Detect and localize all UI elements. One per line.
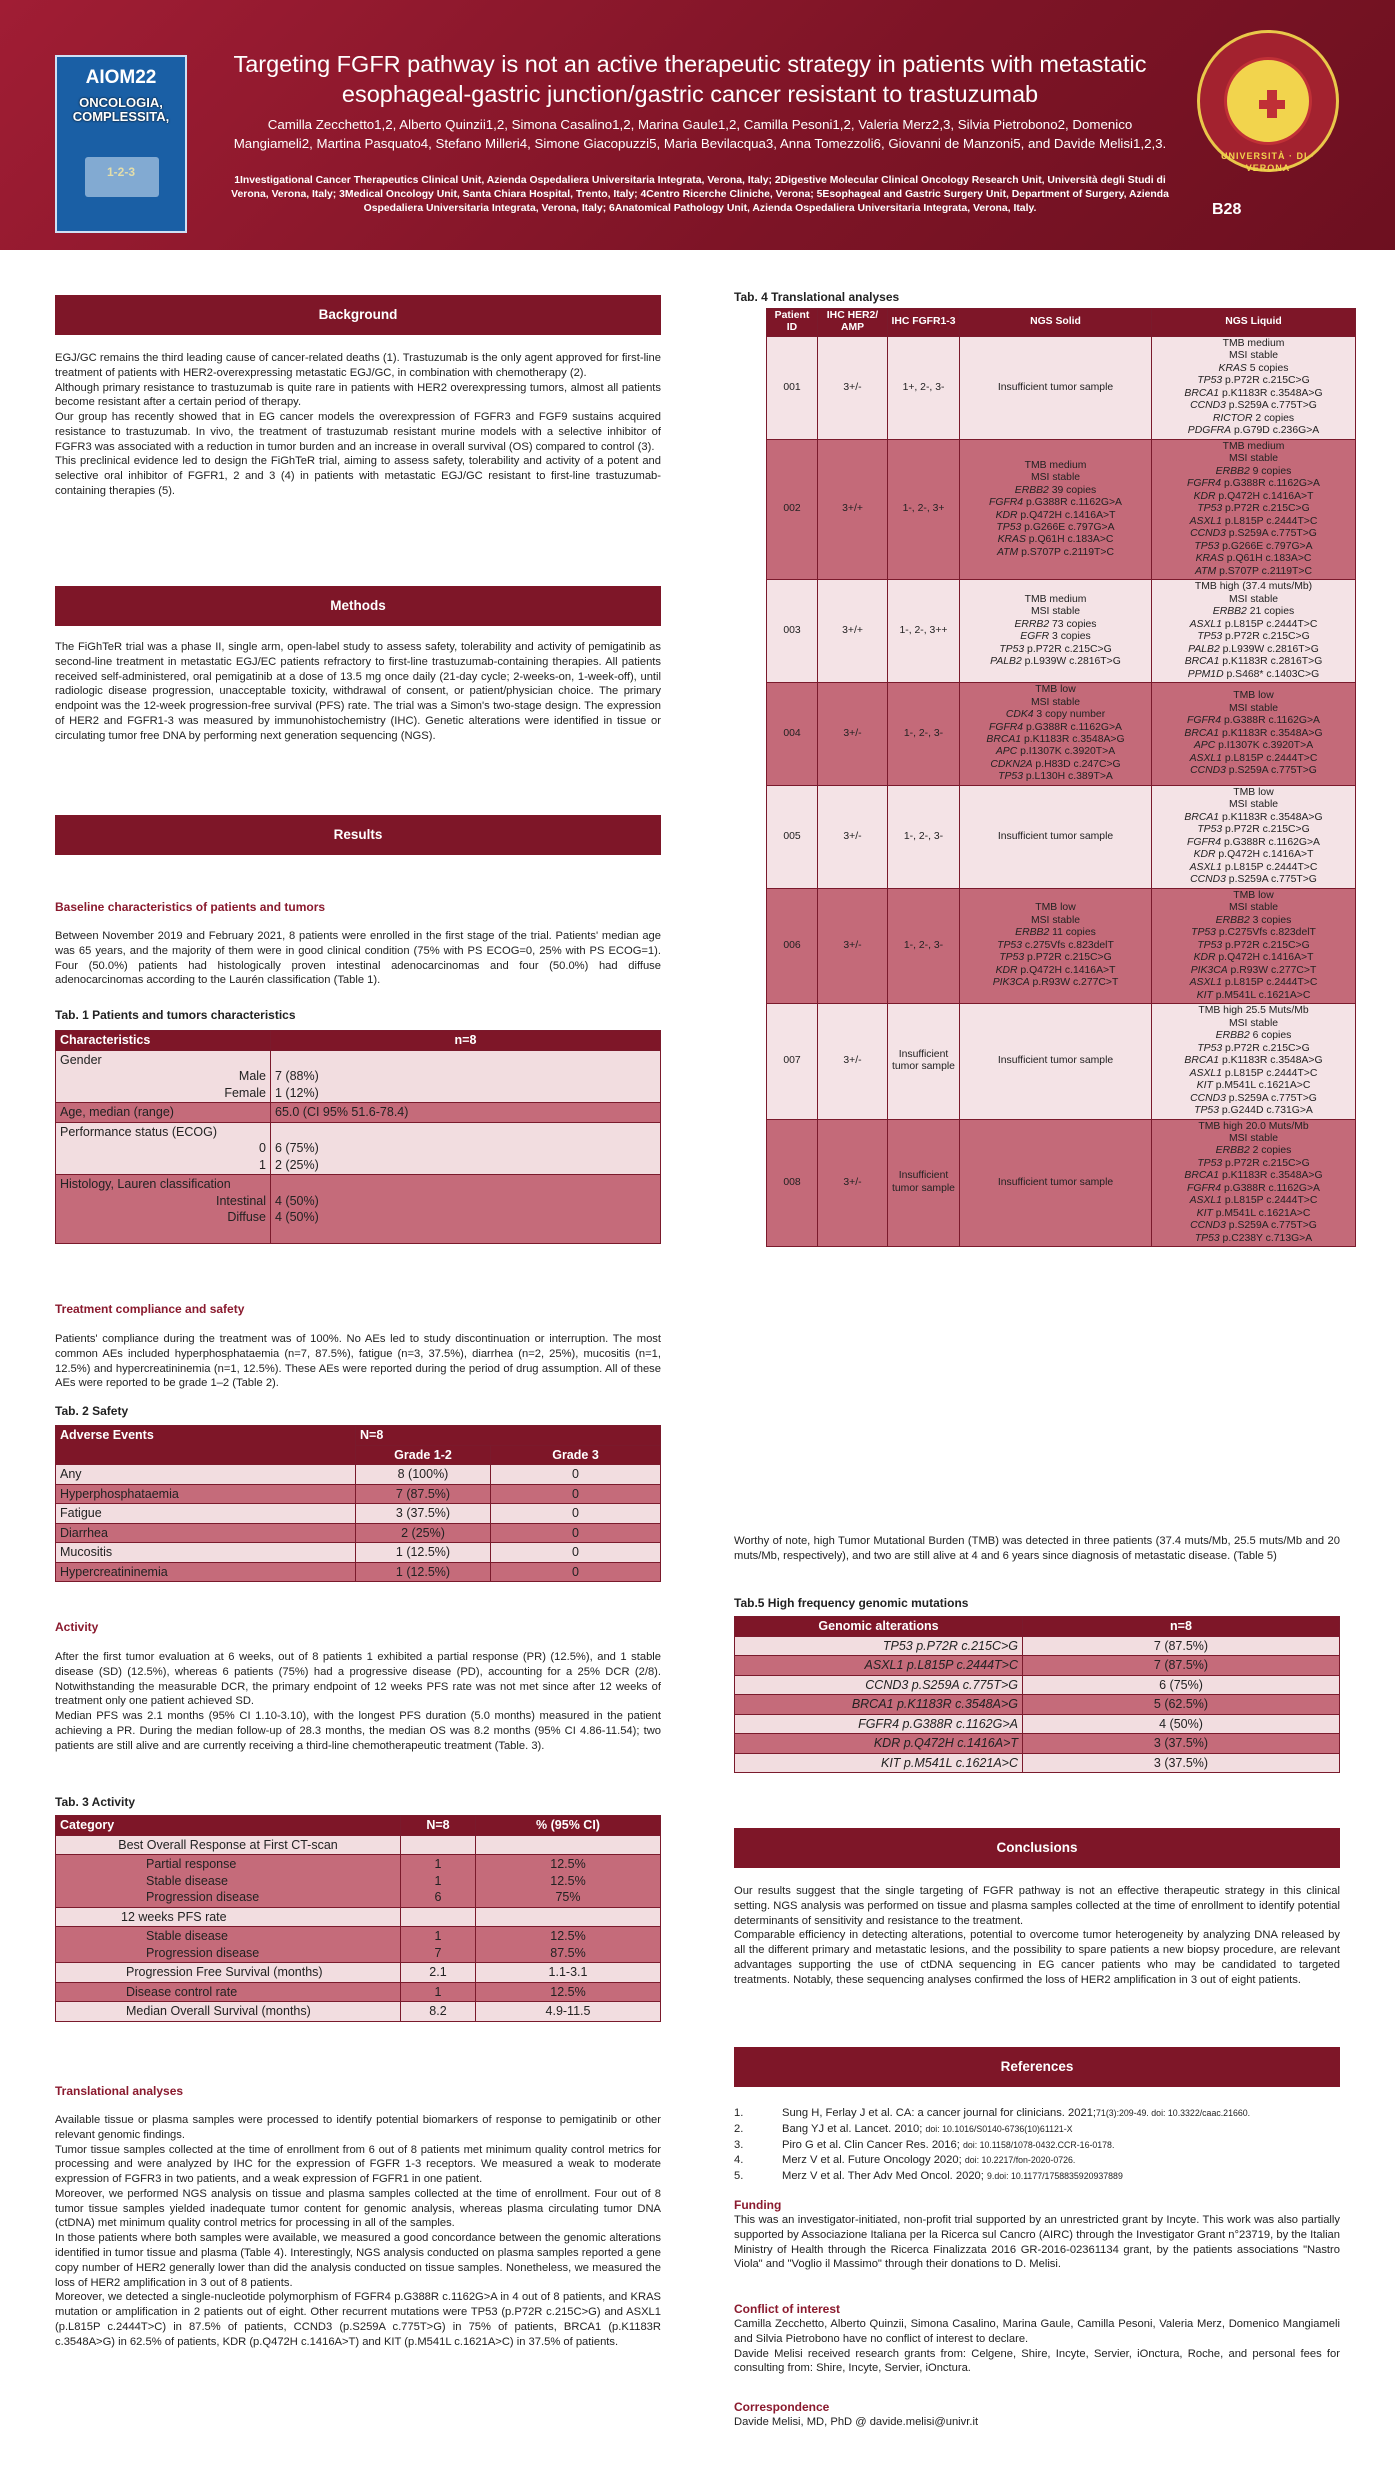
table-row: 002 3+/+ 1-, 2-, 3+ TMB medium MSI stable ERBB2 39 copies FGFR4 p.G388R c.1162G>A KDR p.Q472H c.1416A>T TP53 p.G266E c.797G>A KRAS p.Q61H c.183A>C ATM p.S707P c.2119T>C TMB medium MSI stable ERBB2 9 copies FGFR4 p.G388R c.1162G>A KDR p.Q472H c.1416A>T TP53 p.P72R c.215C>G ASXL1 p.L815P c.2444T>C CCND3 p.S259A c.775T>G TP53 p.G266E c.797G>A KRAS p.Q61H c.183A>C ATM p.S707P c.2119T>C	[767, 439, 1356, 579]
background-text: EGJ/GC remains the third leading cause of cancer-related deaths (1). Trastuzumab is the only agent approved for first-line treatment of patients with HER2-overexpressing metastatic EGJ/GC, in combination with chemotherapy (2). Although primary resistance to trastuzumab is quite rare in patients with HER2 overexpressing tumors, almost all patients become resistant after a certain period of therapy. Our group has recently showed that in EG cancer models the overexpression of FGFR3 and FGF9 sustains acquired resistance to trastuzumab. In vivo, the treatment of trastuzumab resistant murine models with a selective inhibitor of FGFR3 was associated with a reduction in tumor burden and an increase in overall survival (OS) compared to control (3). This preclinical evidence led to design the FiGhTeR trial, aiming to assess safety, tolerability and activity of a potent and selective oral inhibitor of FGFR1, 2 and 3 (4) in patients with metastatic EGJ/GC resistant to first-line trastuzumab-containing therapies (5).	[55, 352, 661, 498]
correspondence-text: Davide Melisi, MD, PhD @ davide.melisi@univr.it	[734, 2416, 979, 2428]
methods-heading: Methods	[55, 586, 661, 626]
correspondence-title: Correspondence	[734, 2400, 830, 2414]
table-row: 007 3+/- Insufficient tumor sample Insufficient tumor sample TMB high 25.5 Muts/Mb MSI stable ERBB2 6 copies TP53 p.P72R c.215C>G BRCA1 p.K1183R c.3548A>G ASXL1 p.L815P c.2444T>C KIT p.M541L c.1621A>C CCND3 p.S259A c.775T>G TP53 p.G244D c.731G>A	[767, 1004, 1356, 1119]
conclusions-heading: Conclusions	[734, 1828, 1340, 1868]
translational-subheading: Translational analyses	[55, 2084, 184, 2098]
translational-text: Available tissue or plasma samples were processed to identify potential biomarkers of response to pemigatinib or other relevant genomic findings. Tumor tissue samples collected at the time of enrollment from 6 out of 8 patients met minimum quality control metrics for processing and were analyzed by IHC for the expression of FGFR 1-3 receptors. We measured a weak to moderate expression of FGFR3 in two patients, and a weak expression of FGFR1 in one patient. Moreover, we performed NGS analysis on tissue and plasma samples collected at the time of enrollment. Four out of 8 tumor tissue samples yielded inadequate tumor content for genomic analysis, whereas plasma circulating tumor DNA (ctDNA) met minimum quality control metrics for processing in all of the samples. In those patients where both samples were available, we measured a good concordance between the genomic alterations identified in tumor tissue and plasma (Table 4). Interestingly, NGS analysis conducted on plasma samples reported a gene copy number of HER2 generally lower than did the analysis conducted on tissue samples. Nonetheless, we measured the loss of HER2 amplification in 3 out of 8 patients. Moreover, we detected a single-nucleotide polymorphism of FGFR4 p.G388R c.1162G>A in 4 out of 8 patients, and KRAS mutation or amplification in 2 patients out of eight. Other recurrent mutations were TP53 (p.P72R c.215C>G) and ASXL1 (p.L815P c.2444T>C) in 87.5% of patients, CCND3 (p.S259A c.775T>G) in 75% of patients, BRCA1 (p.K1183R c.3548A>G) in 62.5% of patients, KDR (p.Q472H c.1416A>T) and KIT (p.M541L c.1621A>C) in 37.5% of patients.	[55, 2114, 661, 2348]
safety-table: Adverse Events N=8 Grade 1-2 Grade 3 Any 8 (100%) 0 Hyperphosphataemia 7 (87.5%) 0 Fatigue 3 (37.5%) 0 Diarrhea 2 (25%) 0 Mucositis 1 (12.5%) 0 Hypercreatininemia 1 (12.5%) 0	[55, 1425, 661, 1582]
methods-text: The FiGhTeR trial was a phase II, single arm, open-label study to assess safety, tolerability and activity of pemigatinib as second-line treatment in metastatic EGJ/EC patients refractory to first-line trastuzumab-containing therapies. All patients received self-administered, oral pemigatinib at a dose of 13.5 mg once daily (21-day cycle; 2-weeks-on, 1-week-off), until radiologic disease progression, unacceptable toxicity, withdrawal of consent, or patient/physician choice. The primary endpoint was the 12-week progression-free survival (PFS) rate. The trial was a Simon's two-stage design. The expression of HER2 and FGFR1-3 was measured by immunohistochemistry (IHC). Genetic alterations were identified in tissue or circulating tumor free DNA by performing next generation sequencing (NGS).	[55, 641, 661, 742]
tab4-caption: Tab. 4 Translational analyses	[734, 290, 900, 304]
tab1-caption: Tab. 1 Patients and tumors characteristics	[55, 1008, 296, 1022]
poster-title: Targeting FGFR pathway is not an active therapeutic strategy in patients with metastatic esophageal-gastric junction/gastric cancer resistant to trastuzumab	[233, 51, 1147, 107]
table-row: 005 3+/- 1-, 2-, 3- Insufficient tumor sample TMB low MSI stable BRCA1 p.K1183R c.3548A>G TP53 p.P72R c.215C>G FGFR4 p.G388R c.1162G>A KDR p.Q472H c.1416A>T ASXL1 p.L815P c.2444T>C CCND3 p.S259A c.775T>G	[767, 785, 1356, 888]
conclusions-text: Our results suggest that the single targeting of FGFR pathway is not an effective therapeutic strategy in this clinical setting. NGS analysis was performed on tissue and plasma samples collected at the time of enrollment to identify potential determinants of sensitivity and resistance to the treatment. Comparable efficiency in detecting alterations, potential to overcome tumor heterogeneity by analyzing DNA released by all the different primary and metastatic lesions, and the possibility to spare patients a new biopsy procedure, are relevant advantages supporting the use of ctDNA sequencing in EG cancer patients who may be candidated to targeted treatments. Notably, these sequencing analyses confirmed the loss of HER2 amplification in 3 out of eight patients.	[734, 1885, 1340, 1986]
safety-subheading: Treatment compliance and safety	[55, 1302, 245, 1316]
table-row: 008 3+/- Insufficient tumor sample Insufficient tumor sample TMB high 20.0 Muts/Mb MSI stable ERBB2 2 copies TP53 p.P72R c.215C>G BRCA1 p.K1183R c.3548A>G FGFR4 p.G388R c.1162G>A ASXL1 p.L815P c.2444T>C KIT p.M541L c.1621A>C CCND3 p.S259A c.775T>G TP53 p.C238Y c.713G>A	[767, 1119, 1356, 1247]
coi-text: Camilla Zecchetto, Alberto Quinzii, Simona Casalino, Marina Gaule, Camilla Pesoni, Valeria Merz, Domenico Mangiameli and Silvia Pietrobono have no conflict of interest to declare. Davide Melisi received research grants from: Celgene, Shire, Incyte, Servier, iOnctura, Roche, and personal fees for consulting from: Shire, Incyte, Servier, iOnctura.	[734, 2318, 1340, 2375]
tab5-caption: Tab.5 High frequency genomic mutations	[734, 1596, 969, 1610]
activity-table: Category N=8 % (95% CI) Best Overall Response at First CT-scan Partial response Stable disease Progression disease 1 1 6 12.5% 12.5% 75% 12 weeks PFS rate Stable disease Progression disease 1 7 12.5% 87.5% Progression Free Survival (months) 2.1 1.1-3.1 Disease control rate 1 12.5% Median Overall Survival (months) 8.2 4.9-11.5	[55, 1815, 661, 2022]
aiom-logo: AIOM22 ONCOLOGIA, COMPLESSITA,	[55, 55, 187, 233]
results-heading: Results	[55, 815, 661, 855]
baseline-text: Between November 2019 and February 2021, 8 patients were enrolled in the first stage of the trial. Patients' median age was 65 years, and the majority of them were in good clinical condition (75% with PS ECOG=0, 25% with PS ECOG=1). Four (50.0%) patients had histologically proven intestinal adenocarcinomas and four (50.0%) had diffuse adenocarcinomas according to the Laurén classification (Table 1).	[55, 930, 661, 987]
poster-header	[0, 0, 1395, 250]
references-heading: References	[734, 2047, 1340, 2087]
tab2-caption: Tab. 2 Safety	[55, 1404, 129, 1418]
translational-table: Patient ID IHC HER2/ AMP IHC FGFR1-3 NGS Solid NGS Liquid 001 3+/- 1+, 2-, 3- Insufficient tumor sample TMB medium MSI stable KRAS 5 copies TP53 p.P72R c.215C>G BRCA1 p.K1183R c.3548A>G CCND3 p.S259A c.775T>G RICTOR 2 copies PDGFRA p.G79D c.236G>A 002 3+/+ 1-, 2-, 3+ TMB medium MSI stable ERBB2 39 copies FGFR4 p.G388R c.1162G>A KDR p.Q472H c.1416A>T TP53 p.G266E c.797G>A KRAS p.Q61H c.183A>C ATM p.S707P c.2119T>C TMB medium MSI stable ERBB2 9 copies FGFR4 p.G388R c.1162G>A KDR p.Q472H c.1416A>T TP53 p.P72R c.215C>G ASXL1 p.L815P c.2444T>C CCND3 p.S259A c.775T>G TP53 p.G266E c.797G>A KRAS p.Q61H c.183A>C ATM p.S707P c.2119T>C 003 3+/+ 1-, 2-, 3++ TMB medium MSI stable ERRB2 73 copies EGFR 3 copies TP53 p.P72R c.215C>G PALB2 p.L939W c.2816T>G TMB high (37.4 muts/Mb) MSI stable ERBB2 21 copies ASXL1 p.L815P c.2444T>C TP53 p.P72R c.215C>G PALB2 p.L939W c.2816T>G BRCA1 p.K1183R c.2816T>G PPM1D p.S468* c.1403C>G 004 3+/- 1-, 2-, 3- TMB low MSI stable CDK4 3 copy number FGFR4 p.G388R c.1162G>A BRCA1 p.K1183R c.3548A>G APC p.I1307K c.3920T>A CDKN2A p.H83D c.247C>G TP53 p.L130H c.389T>A TMB low MSI stable FGFR4 p.G388R c.1162G>A BRCA1 p.K1183R c.3548A>G APC p.I1307K c.3920T>A ASXL1 p.L815P c.2444T>C CCND3 p.S259A c.775T>G 005 3+/- 1-, 2-, 3- Insufficient tumor sample TMB low MSI stable BRCA1 p.K1183R c.3548A>G TP53 p.P72R c.215C>G FGFR4 p.G388R c.1162G>A KDR p.Q472H c.1416A>T ASXL1 p.L815P c.2444T>C CCND3 p.S259A c.775T>G 006 3+/- 1-, 2-, 3- TMB low MSI stable ERBB2 11 copies TP53 c.275Vfs c.823delT TP53 p.P72R c.215C>G KDR p.Q472H c.1416A>T PIK3CA p.R93W c.277C>T TMB low MSI stable ERBB2 3 copies TP53 p.C275Vfs c.823delT TP53 p.P72R c.215C>G KDR p.Q472H c.1416A>T PIK3CA p.R93W c.277C>T ASXL1 p.L815P c.2444T>C KIT p.M541L c.1621A>C 007 3+/- Insufficient tumor sample Insufficient tumor sample TMB high 25.5 Muts/Mb MSI stable ERBB2 6 copies TP53 p.P72R c.215C>G BRCA1 p.K1183R c.3548A>G ASXL1 p.L815P c.2444T>C KIT p.M541L c.1621A>C CCND3 p.S259A c.775T>G TP53 p.G244D c.731G>A 008 3+/- Insufficient tumor sample Insufficient tumor sample TMB high 20.0 Muts/Mb MSI stable ERBB2 2 copies TP53 p.P72R c.215C>G BRCA1 p.K1183R c.3548A>G FGFR4 p.G388R c.1162G>A ASXL1 p.L815P c.2444T>C KIT p.M541L c.1621A>C CCND3 p.S259A c.775T>G TP53 p.C238Y c.713G>A	[766, 308, 1356, 1247]
background-heading: Background	[55, 295, 661, 335]
activity-text: After the first tumor evaluation at 6 weeks, out of 8 patients 1 exhibited a partial response (PR) (12.5%), and 1 stable disease (SD) (12.5%), whereas 6 patients (75%) had a progressive disease (PD), accounting for a 25% DCR (2/8). Notwithstanding the measurable DCR, the primary endpoint of 12 weeks PFS rate was not met since after 12 weeks of treatment only one patient achieved SD. Median PFS was 2.1 months (95% CI 1.10-3.10), with the longest PFS duration (5.0 months) measured in the patient achieving a PR. During the median follow-up of 28.3 months, the median OS was 8.2 months (95% CI 4.86-11.54); two patients are still alive and are currently receiving a third-line chemotherapeutic treatment (Table. 3).	[55, 1651, 661, 1752]
patients-table: Characteristics n=8 Gender Male Female 7 (88%) 1 (12%) Age, median (range) 65.0 (CI 95% 51.6-78.4) Performance status (ECOG) 0 1 6 (75%) 2 (25%) Histology, Lauren classification Intestinal Diffuse 4 (50%) 4 (50%)	[55, 1030, 661, 1244]
reference-list: 1. Sung H, Ferlay J et al. CA: a cancer journal for clinicians. 2021;71(3):209-49. doi: 10.3322/caac.21660. 2. Bang YJ et al. Lancet. 2010; doi: 10.1016/S0140-6736(10)61121-X 3. Piro G et al. Clin Cancer Res. 2016; doi: 10.1158/1078-0432.CCR-16-0178. 4. Merz V et al. Future Oncology 2020; doi: 10.2217/fon-2020-0726. 5. Merz V et al. Ther Adv Med Oncol. 2020; 9.doi: 10.1177/1758835920937889	[734, 2107, 1251, 2183]
funding-text: This was an investigator-initiated, non-profit trial supported by an unrestricted grant by Incyte. This work was also partially supported by Associazione Italiana per la Ricerca sul Cancro (AIRC) through the Investigator Grant n°23719, by the Italian Ministry of Health through the Ricerca Finalizzata 2016 GR-2016-02361134 grant, by the patients associations "Nastro Viola" and "Voglio il Massimo" through their donations to D. Melisi.	[734, 2214, 1340, 2271]
tab3-caption: Tab. 3 Activity	[55, 1795, 136, 1809]
book-icon	[85, 157, 159, 197]
baseline-subheading: Baseline characteristics of patients and tumors	[55, 900, 326, 914]
affiliations: 1Investigational Cancer Therapeutics Clinical Unit, Azienda Ospedaliera Universitaria Integrata, Verona, Italy; 2Digestive Molecular Clinical Oncology Research Unit, Università degli Studi di Verona, Verona, Italy; 3Medical Oncology Unit, Santa Chiara Hospital, Trento, Italy; 4Centro Ricerche Cliniche, Verona; 5Esophageal and Gastric Surgery Unit, Department of Surgery, Azienda Ospedaliera Universitaria Integrata, Verona, Italy; 6Anatomical Pathology Unit, Azienda Ospedaliera Universitaria Integrata, Verona, Italy.	[231, 175, 1169, 215]
safety-text: Patients' compliance during the treatment was of 100%. No AEs led to study discontinuation or interruption. The most common AEs included hyperphosphataemia (n=7, 87.5%), fatigue (n=3, 37.5%), diarrhea (n=2, 25%), mucositis (n=1, 12.5%) and hypercreatininemia (n=1, 12.5%). These AEs were reported during the period of drug assumption. All of these AEs were reported to be grade 1–2 (Table 2).	[55, 1333, 661, 1390]
table-row: 001 3+/- 1+, 2-, 3- Insufficient tumor sample TMB medium MSI stable KRAS 5 copies TP53 p.P72R c.215C>G BRCA1 p.K1183R c.3548A>G CCND3 p.S259A c.775T>G RICTOR 2 copies PDGFRA p.G79D c.236G>A	[767, 336, 1356, 439]
table-row: 003 3+/+ 1-, 2-, 3++ TMB medium MSI stable ERRB2 73 copies EGFR 3 copies TP53 p.P72R c.215C>G PALB2 p.L939W c.2816T>G TMB high (37.4 muts/Mb) MSI stable ERBB2 21 copies ASXL1 p.L815P c.2444T>C TP53 p.P72R c.215C>G PALB2 p.L939W c.2816T>G BRCA1 p.K1183R c.2816T>G PPM1D p.S468* c.1403C>G	[767, 580, 1356, 683]
funding-title: Funding	[734, 2198, 782, 2212]
table-row: 004 3+/- 1-, 2-, 3- TMB low MSI stable CDK4 3 copy number FGFR4 p.G388R c.1162G>A BRCA1 p.K1183R c.3548A>G APC p.I1307K c.3920T>A CDKN2A p.H83D c.247C>G TP53 p.L130H c.389T>A TMB low MSI stable FGFR4 p.G388R c.1162G>A BRCA1 p.K1183R c.3548A>G APC p.I1307K c.3920T>A ASXL1 p.L815P c.2444T>C CCND3 p.S259A c.775T>G	[767, 683, 1356, 786]
tmb-text: Worthy of note, high Tumor Mutational Burden (TMB) was detected in three patients (37.4 muts/Mb, 25.5 muts/Mb and 20 muts/Mb, respectively), and two are still alive at 4 and 6 years since diagnosis of metastatic disease. (Table 5)	[734, 1535, 1340, 1562]
university-seal-icon: UNIVERSITÀ · DI · VERONA	[1197, 30, 1339, 172]
author-list: Camilla Zecchetto1,2, Alberto Quinzii1,2, Simona Casalino1,2, Marina Gaule1,2, Camilla Pesoni1,2, Valeria Merz2,3, Silvia Pietrobono2, Domenico Mangiameli2, Martina Pasquato4, Stefano Milleri4, Simone Giacopuzzi5, Maria Bevilacqua3, Anna Tomezzoli6, Giovanni de Manzoni5, and Davide Melisi1,2,3.	[233, 117, 1167, 151]
coi-title: Conflict of interest	[734, 2302, 841, 2316]
poster-code: B28	[1212, 201, 1242, 218]
mutations-table: Genomic alterations n=8 TP53 p.P72R c.215C>G 7 (87.5%) ASXL1 p.L815P c.2444T>C 7 (87.5%) CCND3 p.S259A c.775T>G 6 (75%) BRCA1 p.K1183R c.3548A>G 5 (62.5%) FGFR4 p.G388R c.1162G>A 4 (50%) KDR p.Q472H c.1416A>T 3 (37.5%) KIT p.M541L c.1621A>C 3 (37.5%)	[734, 1616, 1340, 1773]
activity-subheading: Activity	[55, 1620, 99, 1634]
table-row: 006 3+/- 1-, 2-, 3- TMB low MSI stable ERBB2 11 copies TP53 c.275Vfs c.823delT TP53 p.P72R c.215C>G KDR p.Q472H c.1416A>T PIK3CA p.R93W c.277C>T TMB low MSI stable ERBB2 3 copies TP53 p.C275Vfs c.823delT TP53 p.P72R c.215C>G KDR p.Q472H c.1416A>T PIK3CA p.R93W c.277C>T ASXL1 p.L815P c.2444T>C KIT p.M541L c.1621A>C	[767, 888, 1356, 1003]
